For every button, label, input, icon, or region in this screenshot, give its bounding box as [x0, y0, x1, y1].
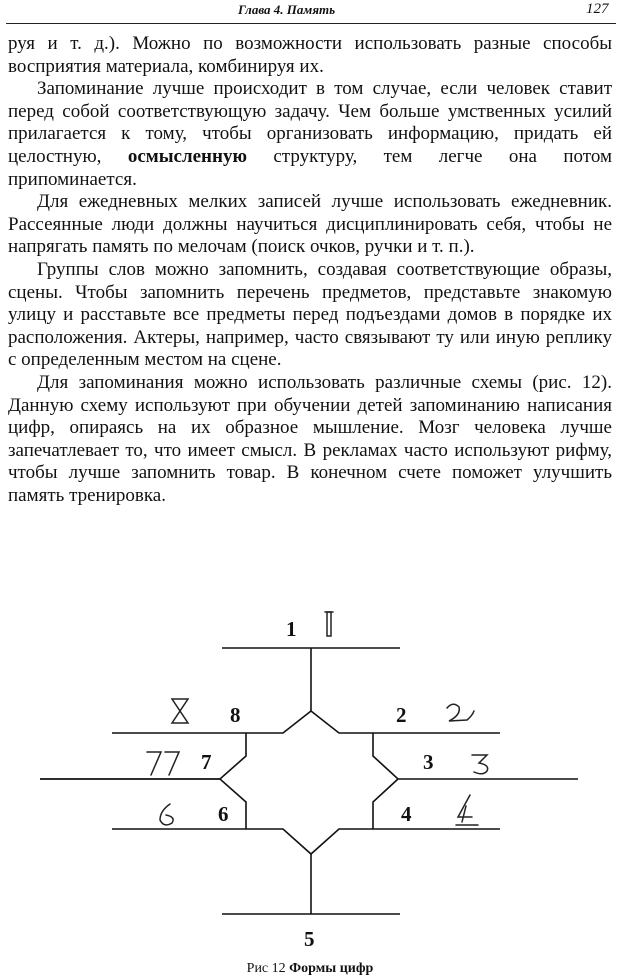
paragraph-1: руя и т. д.). Можно по возможности использовать разные способы восприятия материала, комбинируя их. — [8, 33, 612, 77]
bold-term: осмысленную — [127, 145, 247, 167]
label-2: 2 — [396, 703, 407, 727]
candle-form-icon — [325, 612, 333, 636]
figure-caption — [0, 961, 620, 977]
label-8: 8 — [230, 703, 241, 727]
swan-form-icon — [447, 704, 474, 721]
digit-form-drawings — [147, 612, 488, 825]
paragraph-2-start: Запоминание лучше происходит в том случае, если человек ставит перед собой соответствующую задачу. Чем больше умственных усилий прилагается к тому, чтобы организовать информацию, придать ей целостную, — [8, 78, 612, 167]
diagram-lines — [40, 648, 578, 914]
label-1: 1 — [286, 617, 297, 641]
left-upper-diagonal — [40, 733, 246, 779]
left-lower-diagonal — [40, 779, 246, 829]
caption-title: Формы цифр — [289, 961, 374, 976]
chapter-title: Глава 4. Память — [238, 2, 336, 17]
paragraph-5: Для запоминания можно использовать различные схемы (рис. 12). Данную схему используют при обучении детей запоминанию написания цифр, опираясь на их образное мышление. Мозг человека лучше запечатлевает то, что имеет смысл. В рекламах часто используют рифму, чтобы лучше запомнить товар. В конечном счете поможет улучшить память тренировка. — [8, 371, 612, 506]
upper-line — [112, 711, 500, 733]
label-3: 3 — [423, 750, 434, 774]
label-6: 6 — [218, 802, 229, 826]
three-form-icon — [472, 755, 488, 774]
label-5: 5 — [304, 927, 315, 951]
lock-form-icon — [160, 804, 173, 825]
digit-labels — [201, 617, 434, 951]
lower-line — [112, 829, 500, 854]
label-7: 7 — [201, 750, 212, 774]
right-lower-diagonal — [373, 779, 398, 829]
scythe-form-icon — [147, 752, 179, 775]
paragraph-4: Группы слов можно запомнить, создавая соответствующие образы, сцены. Чтобы запомнить перечень предметов, представьте знакомую улицу и расставьте все предметы перед подъездами домов в порядке их расположения. Актеры, например, часто связывают ту или иную реплику с определенным местом на сцене. — [8, 258, 612, 371]
page-number: 127 — [586, 1, 609, 17]
label-4: 4 — [401, 802, 412, 826]
paragraph-3: Для ежедневных мелких записей лучше использовать ежедневник. Рассеянные люди должны научиться дисциплинировать себя, чтобы не напрягать память по мелочам (поиск очков, ручки и т. п.). — [8, 191, 612, 258]
caption-prefix: Рис 12 — [246, 961, 290, 976]
sailboat-form-icon — [456, 795, 478, 825]
paragraph-2-end: структуру, тем легче она потом припоминается. — [8, 145, 612, 190]
hourglass-form-icon — [172, 699, 188, 723]
